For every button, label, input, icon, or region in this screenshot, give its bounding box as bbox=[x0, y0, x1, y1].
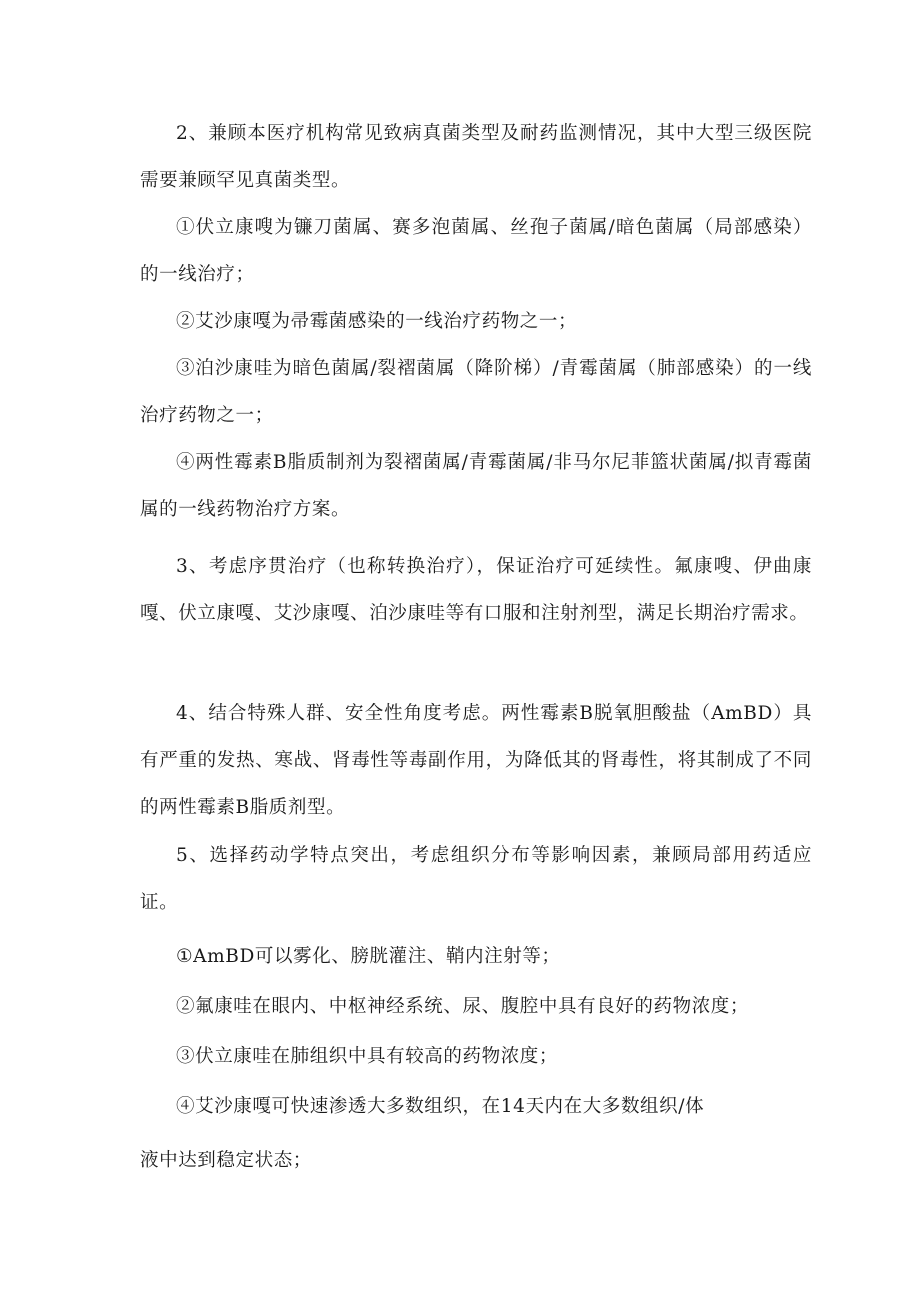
paragraph-voriconazole: ①伏立康嗖为镰刀菌属、赛多泡菌属、丝孢子菌属/暗色菌属（局部感染）的一线治疗； bbox=[140, 217, 812, 285]
paragraph-isavuconazole: ②艾沙康嘎为帚霉菌感染的一线治疗药物之一； bbox=[176, 311, 578, 332]
paragraph-amphotericin-lipid: ④两性霉素B脂质制剂为裂褶菌属/青霉菌属/非马尔尼菲篮状菌属/拟青霉菌属的一线药物治疗方案。 bbox=[140, 452, 812, 520]
paragraph-item-4: 4、结合特殊人群、安全性角度考虑。两性霉素B脱氧胆酸盐（AmBD）具有严重的发热、寒战、肾毒性等毒副作用，为降低其的肾毒性，将其制成了不同的两性霉素B脂质剂型。 bbox=[140, 703, 812, 818]
paragraph-item-2: 2、兼顾本医疗机构常见致病真菌类型及耐药监测情况，其中大型三级医院需要兼顾罕见真菌类型。 bbox=[140, 123, 812, 191]
paragraph-voriconazole-lung: ③伏立康哇在肺组织中具有较高的药物浓度； bbox=[176, 1046, 559, 1067]
paragraph-item-5: 5、选择药动学特点突出，考虑组织分布等影响因素，兼顾局部用药适应证。 bbox=[140, 845, 812, 913]
paragraph-posaconazole: ③泊沙康哇为暗色菌属/裂褶菌属（降阶梯）/青霉菌属（肺部感染）的一线治疗药物之一； bbox=[140, 358, 812, 426]
paragraph-isavuconazole-tissue-cont: 液中达到稳定状态； bbox=[140, 1150, 312, 1171]
paragraph-item-3: 3、考虑序贯治疗（也称转换治疗），保证治疗可延续性。氟康嗖、伊曲康嘎、伏立康嘎、艾沙康嘎、泊沙康哇等有口服和注射剂型，满足长期治疗需求。 bbox=[140, 556, 812, 624]
paragraph-fluconazole: ②氟康哇在眼内、中枢神经系统、尿、腹腔中具有良好的药物浓度； bbox=[176, 996, 750, 1017]
paragraph-isavuconazole-tissue: ④艾沙康嘎可快速渗透大多数组织，在14天内在大多数组织/体 bbox=[176, 1096, 705, 1117]
paragraph-ambd: ①AmBD可以雾化、膀胱灌注、鞘内注射等； bbox=[176, 946, 561, 967]
